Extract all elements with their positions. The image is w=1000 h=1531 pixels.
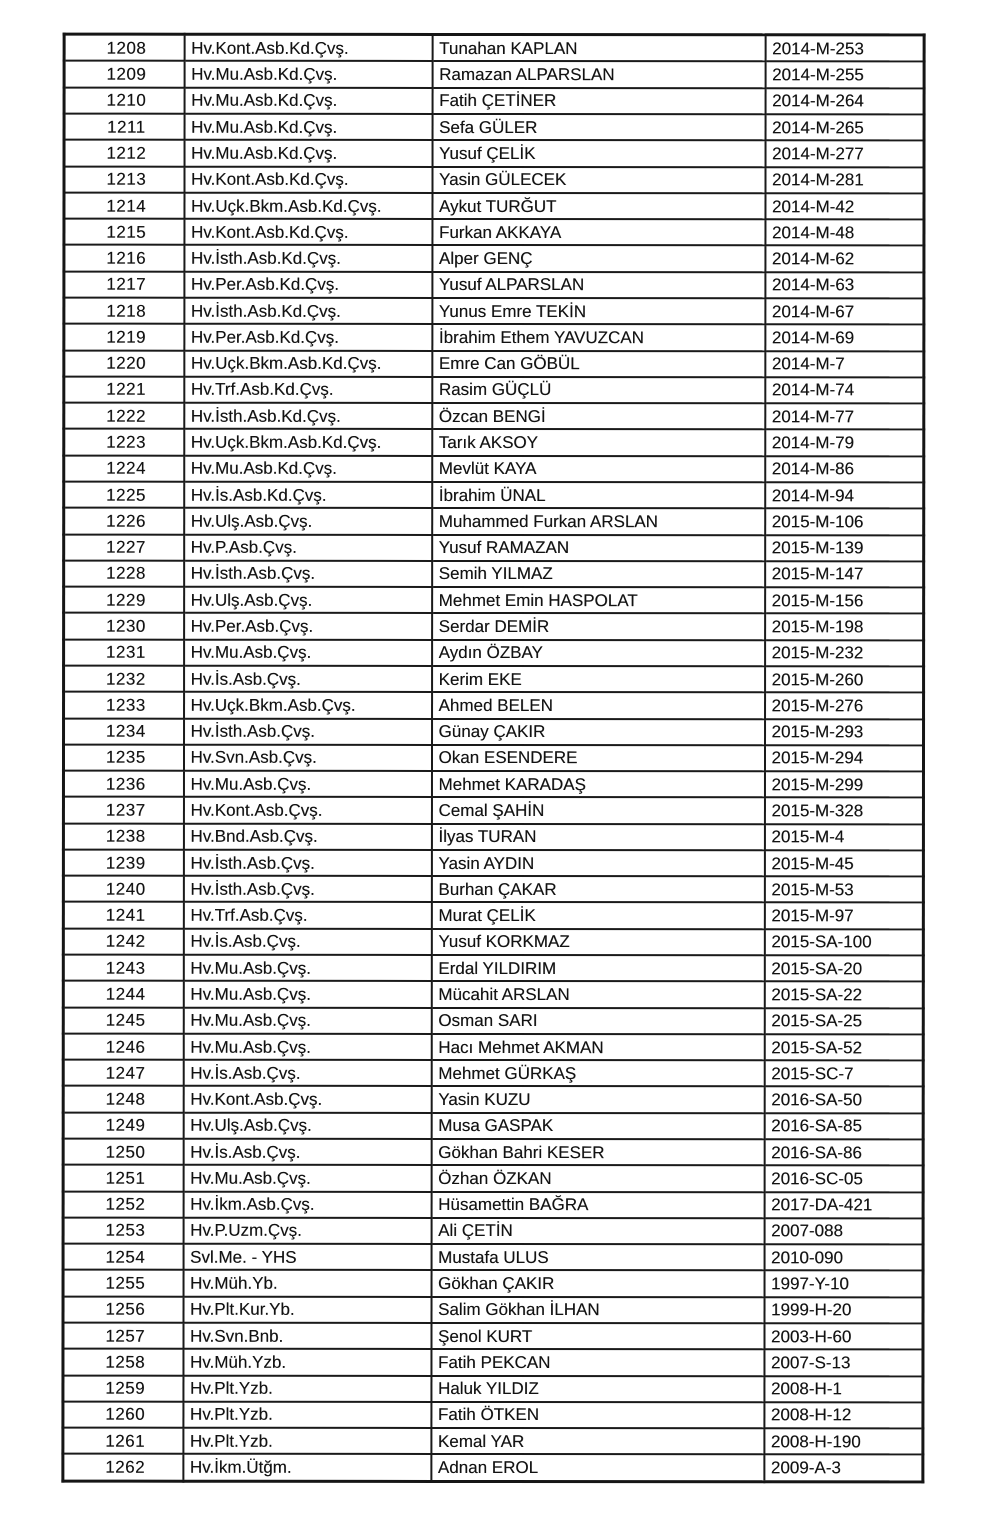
cell-no: 1229 — [64, 587, 184, 613]
cell-rank: Hv.Kont.Asb.Çvş. — [183, 1086, 431, 1112]
cell-name: Kerim EKE — [432, 666, 765, 693]
personnel-table — [61, 33, 925, 1484]
table-row — [63, 1296, 923, 1323]
table-row — [64, 376, 924, 403]
cell-no: 1210 — [64, 87, 184, 113]
cell-name: Semih YILMAZ — [432, 561, 765, 588]
cell-rank: Hv.İsth.Asb.Çvş. — [183, 850, 431, 876]
cell-registry: 2014-M-62 — [765, 246, 924, 272]
table-row — [63, 1428, 923, 1455]
cell-registry: 2015-M-139 — [765, 535, 924, 561]
cell-rank: Hv.Müh.Yb. — [183, 1270, 431, 1296]
cell-name: Yasin KUZU — [431, 1086, 764, 1113]
cell-rank: Hv.İkm.Ütğm. — [183, 1454, 431, 1481]
cell-registry: 2010-090 — [764, 1244, 923, 1270]
cell-registry: 2014-M-7 — [765, 351, 924, 377]
table-row — [63, 1217, 923, 1244]
cell-registry: 2015-SA-25 — [764, 1008, 923, 1034]
cell-rank: Hv.Bnd.Asb.Çvş. — [183, 823, 431, 849]
cell-registry: 2008-H-190 — [764, 1428, 923, 1454]
table-row — [63, 902, 923, 929]
cell-rank: Hv.Mu.Asb.Çvş. — [183, 1034, 431, 1060]
table-row — [64, 587, 924, 614]
cell-no: 1244 — [63, 981, 183, 1007]
cell-rank: Hv.P.Uzm.Çvş. — [183, 1218, 431, 1244]
cell-registry: 2014-M-277 — [765, 141, 924, 167]
cell-no: 1238 — [63, 823, 183, 849]
cell-rank: Hv.Trf.Asb.Kd.Çvş. — [184, 377, 432, 403]
cell-registry: 2014-M-255 — [765, 62, 924, 88]
cell-no: 1215 — [64, 219, 184, 245]
cell-rank: Hv.Ulş.Asb.Çvş. — [184, 508, 432, 534]
cell-registry: 2014-M-79 — [765, 430, 924, 456]
cell-rank: Hv.İsth.Asb.Çvş. — [183, 876, 431, 902]
cell-rank: Hv.İs.Asb.Kd.Çvş. — [184, 482, 432, 508]
cell-registry: 2015-M-97 — [764, 903, 923, 929]
table-row — [63, 1033, 923, 1060]
cell-rank: Hv.Ulş.Asb.Çvş. — [183, 1112, 431, 1138]
cell-name: Gökhan ÇAKIR — [431, 1270, 764, 1297]
cell-name: Erdal YILDIRIM — [431, 955, 764, 982]
cell-name: Hüsamettin BAĞRA — [431, 1192, 764, 1219]
cell-no: 1262 — [63, 1454, 183, 1481]
cell-registry: 2015-M-45 — [764, 850, 923, 876]
cell-registry: 2014-M-264 — [765, 88, 924, 114]
cell-rank: Hv.İsth.Asb.Çvş. — [184, 718, 432, 744]
cell-name: Fatih ÖTKEN — [431, 1402, 764, 1429]
cell-name: Yunus Emre TEKİN — [432, 298, 765, 325]
cell-no: 1219 — [64, 324, 184, 350]
cell-name: Ali ÇETİN — [431, 1218, 764, 1245]
cell-registry: 2014-M-42 — [765, 193, 924, 219]
cell-name: Adnan EROL — [431, 1454, 764, 1481]
cell-registry: 2015-M-232 — [765, 640, 924, 666]
table-row — [63, 876, 923, 903]
table-row — [63, 981, 923, 1008]
cell-registry: 2016-SA-86 — [764, 1139, 923, 1165]
cell-registry: 2015-M-106 — [765, 508, 924, 534]
table-row — [63, 1007, 923, 1034]
table-row — [63, 744, 923, 771]
cell-name: Yasin GÜLECEK — [432, 167, 765, 194]
table-row — [64, 87, 924, 114]
cell-registry: 2014-M-77 — [765, 403, 924, 429]
table-row — [64, 219, 924, 246]
table-row — [64, 429, 924, 456]
table-row — [64, 140, 924, 167]
table-row — [64, 350, 924, 377]
cell-name: Mehmet Emin HASPOLAT — [432, 587, 765, 614]
cell-name: Özcan BENGİ — [432, 403, 765, 430]
table-row — [63, 1191, 923, 1218]
table-row — [63, 1375, 923, 1402]
cell-no: 1259 — [63, 1375, 183, 1401]
cell-no: 1247 — [63, 1060, 183, 1086]
cell-no: 1251 — [63, 1165, 183, 1191]
cell-registry: 2003-H-60 — [764, 1323, 923, 1349]
cell-rank: Hv.Mu.Asb.Kd.Çvş. — [184, 61, 432, 87]
cell-no: 1212 — [64, 140, 184, 166]
cell-no: 1248 — [63, 1086, 183, 1112]
cell-registry: 1997-Y-10 — [764, 1271, 923, 1297]
cell-no: 1246 — [63, 1033, 183, 1059]
cell-name: Furkan AKKAYA — [432, 219, 765, 246]
cell-no: 1260 — [63, 1401, 183, 1427]
cell-rank: Hv.Svn.Asb.Çvş. — [183, 745, 431, 771]
cell-name: Musa GASPAK — [431, 1113, 764, 1140]
cell-name: Cemal ŞAHİN — [431, 797, 764, 824]
cell-no: 1211 — [64, 114, 184, 140]
cell-registry: 2014-M-86 — [765, 456, 924, 482]
cell-rank: Hv.İs.Asb.Çvş. — [184, 666, 432, 692]
cell-rank: Hv.Per.Asb.Çvş. — [184, 613, 432, 639]
cell-registry: 2015-M-294 — [764, 745, 923, 771]
cell-no: 1261 — [63, 1428, 183, 1454]
cell-rank: Hv.Mu.Asb.Kd.Çvş. — [184, 87, 432, 113]
cell-no: 1255 — [63, 1270, 183, 1296]
cell-registry: 2014-M-265 — [765, 114, 924, 140]
cell-registry: 2014-M-74 — [765, 377, 924, 403]
cell-name: Tarık AKSOY — [432, 429, 765, 456]
table-row — [64, 271, 924, 298]
table-row — [63, 1244, 923, 1271]
cell-rank: Hv.İsth.Asb.Kd.Çvş. — [184, 298, 432, 324]
table-row — [64, 166, 924, 193]
table-row — [64, 534, 924, 561]
cell-no: 1208 — [64, 34, 184, 61]
cell-registry: 2014-M-253 — [765, 35, 924, 62]
cell-rank: Hv.Plt.Kur.Yb. — [183, 1296, 431, 1322]
cell-name: Burhan ÇAKAR — [431, 876, 764, 903]
table-row — [63, 928, 923, 955]
table-row — [64, 560, 924, 587]
table-row — [63, 1401, 923, 1428]
cell-rank: Hv.Uçk.Bkm.Asb.Çvş. — [184, 692, 432, 718]
cell-rank: Hv.Uçk.Bkm.Asb.Kd.Çvş. — [184, 193, 432, 219]
cell-name: Ahmed BELEN — [432, 692, 765, 719]
table-row — [63, 823, 923, 850]
cell-registry: 2016-SC-05 — [764, 1166, 923, 1192]
table-row — [63, 955, 923, 982]
cell-registry: 2008-H-1 — [764, 1376, 923, 1402]
cell-registry: 2015-M-328 — [764, 798, 923, 824]
cell-no: 1213 — [64, 166, 184, 192]
table-row — [64, 403, 924, 430]
cell-name: Okan ESENDERE — [431, 745, 764, 772]
cell-no: 1250 — [63, 1139, 183, 1165]
cell-rank: Hv.Mu.Asb.Çvş. — [183, 1007, 431, 1033]
cell-name: Mevlüt KAYA — [432, 456, 765, 483]
cell-no: 1231 — [64, 639, 184, 665]
cell-no: 1225 — [64, 482, 184, 508]
cell-registry: 2016-SA-50 — [764, 1087, 923, 1113]
cell-name: Mücahit ARSLAN — [431, 981, 764, 1008]
cell-no: 1216 — [64, 245, 184, 271]
cell-rank: Hv.Müh.Yzb. — [183, 1349, 431, 1375]
cell-rank: Hv.Uçk.Bkm.Asb.Kd.Çvş. — [184, 350, 432, 376]
table-row — [64, 324, 924, 351]
cell-rank: Hv.İs.Asb.Çvş. — [183, 1139, 431, 1165]
cell-name: Alper GENÇ — [432, 245, 765, 272]
cell-name: Kemal YAR — [431, 1428, 764, 1455]
table-row — [63, 1060, 923, 1087]
cell-no: 1223 — [64, 429, 184, 455]
cell-registry: 2014-M-94 — [765, 482, 924, 508]
cell-registry: 2015-SA-20 — [764, 955, 923, 981]
cell-rank: Hv.Per.Asb.Kd.Çvş. — [184, 271, 432, 297]
table-row — [63, 1349, 923, 1376]
cell-registry: 2014-M-281 — [765, 167, 924, 193]
table-row — [64, 639, 924, 666]
table-row — [64, 455, 924, 482]
cell-rank: Hv.İs.Asb.Çvş. — [183, 1060, 431, 1086]
cell-rank: Hv.Plt.Yzb. — [183, 1428, 431, 1454]
table-row — [64, 61, 924, 88]
cell-no: 1243 — [63, 955, 183, 981]
table-row — [64, 34, 924, 62]
cell-registry: 2015-M-4 — [764, 824, 923, 850]
cell-no: 1249 — [63, 1112, 183, 1138]
cell-name: Özhan ÖZKAN — [431, 1165, 764, 1192]
table-row — [64, 482, 924, 509]
cell-rank: Hv.Uçk.Bkm.Asb.Kd.Çvş. — [184, 429, 432, 455]
cell-registry: 1999-H-20 — [764, 1297, 923, 1323]
cell-name: Fatih PEKCAN — [431, 1349, 764, 1376]
personnel-table-body — [63, 34, 924, 1482]
cell-name: Günay ÇAKIR — [432, 718, 765, 745]
cell-name: Yusuf ALPARSLAN — [432, 272, 765, 299]
cell-rank: Hv.Svn.Bnb. — [183, 1323, 431, 1349]
cell-name: Mustafa ULUS — [431, 1244, 764, 1271]
cell-name: Murat ÇELİK — [431, 902, 764, 929]
cell-name: Şenol KURT — [431, 1323, 764, 1350]
cell-no: 1220 — [64, 350, 184, 376]
cell-registry: 2015-M-299 — [764, 771, 923, 797]
cell-rank: Hv.Mu.Asb.Çvş. — [183, 955, 431, 981]
table-row — [63, 1139, 923, 1166]
cell-rank: Hv.Mu.Asb.Çvş. — [184, 639, 432, 665]
cell-no: 1221 — [64, 376, 184, 402]
cell-rank: Hv.İsth.Asb.Çvş. — [184, 561, 432, 587]
cell-no: 1257 — [63, 1323, 183, 1349]
cell-no: 1239 — [63, 850, 183, 876]
cell-no: 1226 — [64, 508, 184, 534]
cell-name: Yusuf RAMAZAN — [432, 534, 765, 561]
cell-rank: Hv.İs.Asb.Çvş. — [183, 928, 431, 954]
table-row — [63, 1112, 923, 1139]
cell-registry: 2008-H-12 — [764, 1402, 923, 1428]
cell-name: Emre Can GÖBÜL — [432, 351, 765, 378]
cell-name: Osman SARI — [431, 1008, 764, 1035]
cell-name: Mehmet KARADAŞ — [431, 771, 764, 798]
cell-name: Aykut TURĞUT — [432, 193, 765, 220]
cell-registry: 2015-M-276 — [765, 692, 924, 718]
cell-no: 1222 — [64, 403, 184, 429]
cell-rank: Hv.Kont.Asb.Kd.Çvş. — [184, 34, 432, 61]
cell-no: 1236 — [63, 771, 183, 797]
table-row — [64, 666, 924, 693]
cell-registry: 2014-M-63 — [765, 272, 924, 298]
cell-name: Muhammed Furkan ARSLAN — [432, 508, 765, 535]
cell-no: 1254 — [63, 1244, 183, 1270]
cell-name: İbrahim Ethem YAVUZCAN — [432, 324, 765, 351]
cell-no: 1237 — [63, 797, 183, 823]
cell-no: 1228 — [64, 560, 184, 586]
cell-registry: 2015-M-156 — [765, 587, 924, 613]
cell-name: Yasin AYDIN — [431, 850, 764, 877]
cell-rank: Hv.P.Asb.Çvş. — [184, 534, 432, 560]
cell-registry: 2015-SA-100 — [764, 929, 923, 955]
cell-registry: 2015-SC-7 — [764, 1060, 923, 1086]
table-row — [63, 1323, 923, 1350]
cell-name: Fatih ÇETİNER — [432, 88, 765, 115]
cell-name: Sefa GÜLER — [432, 114, 765, 141]
cell-registry: 2009-A-3 — [764, 1455, 923, 1482]
table-row — [64, 298, 924, 325]
cell-registry: 2014-M-48 — [765, 219, 924, 245]
cell-no: 1240 — [63, 876, 183, 902]
cell-name: Yusuf KORKMAZ — [431, 929, 764, 956]
cell-rank: Hv.Plt.Yzb. — [183, 1402, 431, 1428]
cell-no: 1233 — [64, 692, 184, 718]
cell-rank: Hv.Kont.Asb.Çvş. — [183, 797, 431, 823]
cell-rank: Svl.Me. - YHS — [183, 1244, 431, 1270]
cell-no: 1214 — [64, 192, 184, 218]
cell-registry: 2015-M-147 — [765, 561, 924, 587]
cell-name: İbrahim ÜNAL — [432, 482, 765, 509]
cell-registry: 2015-SA-22 — [764, 982, 923, 1008]
cell-no: 1227 — [64, 534, 184, 560]
table-row — [64, 245, 924, 272]
cell-registry: 2007-088 — [764, 1218, 923, 1244]
cell-name: Yusuf ÇELİK — [432, 140, 765, 167]
table-row — [63, 1270, 923, 1297]
cell-registry: 2007-S-13 — [764, 1349, 923, 1375]
cell-name: Salim Gökhan İLHAN — [431, 1297, 764, 1324]
cell-no: 1253 — [63, 1217, 183, 1243]
cell-no: 1224 — [64, 455, 184, 481]
cell-rank: Hv.Mu.Asb.Çvş. — [183, 1165, 431, 1191]
table-row — [64, 114, 924, 141]
cell-no: 1218 — [64, 298, 184, 324]
cell-no: 1232 — [64, 666, 184, 692]
cell-name: Hacı Mehmet AKMAN — [431, 1034, 764, 1061]
cell-no: 1234 — [64, 718, 184, 744]
cell-name: Haluk YILDIZ — [431, 1375, 764, 1402]
table-row — [63, 771, 923, 798]
table-row — [63, 1086, 923, 1113]
cell-registry: 2015-SA-52 — [764, 1034, 923, 1060]
cell-registry: 2014-M-67 — [765, 298, 924, 324]
cell-rank: Hv.Mu.Asb.Çvş. — [183, 981, 431, 1007]
cell-rank: Hv.Trf.Asb.Çvş. — [183, 902, 431, 928]
cell-registry: 2015-M-293 — [765, 719, 924, 745]
cell-name: Rasim GÜÇLÜ — [432, 377, 765, 404]
cell-name: Aydın ÖZBAY — [432, 640, 765, 667]
cell-no: 1252 — [63, 1191, 183, 1217]
cell-rank: Hv.Plt.Yzb. — [183, 1375, 431, 1401]
cell-registry: 2017-DA-421 — [764, 1192, 923, 1218]
cell-name: Ramazan ALPARSLAN — [432, 61, 765, 88]
cell-registry: 2016-SA-85 — [764, 1113, 923, 1139]
cell-registry: 2015-M-260 — [765, 666, 924, 692]
cell-rank: Hv.Mu.Asb.Kd.Çvş. — [184, 114, 432, 140]
table-row — [63, 1165, 923, 1192]
table-row — [63, 797, 923, 824]
cell-no: 1209 — [64, 61, 184, 87]
cell-registry: 2015-M-198 — [765, 614, 924, 640]
cell-no: 1258 — [63, 1349, 183, 1375]
cell-rank: Hv.Kont.Asb.Kd.Çvş. — [184, 166, 432, 192]
cell-rank: Hv.İsth.Asb.Kd.Çvş. — [184, 245, 432, 271]
cell-registry: 2014-M-69 — [765, 325, 924, 351]
cell-no: 1241 — [63, 902, 183, 928]
table-row — [64, 192, 924, 219]
cell-no: 1256 — [63, 1296, 183, 1322]
cell-rank: Hv.Mu.Asb.Çvş. — [183, 771, 431, 797]
cell-no: 1217 — [64, 271, 184, 297]
cell-name: Tunahan KAPLAN — [432, 34, 765, 61]
cell-rank: Hv.İkm.Asb.Çvş. — [183, 1191, 431, 1217]
table-row — [63, 1454, 923, 1482]
cell-rank: Hv.Mu.Asb.Kd.Çvş. — [184, 455, 432, 481]
table-row — [64, 508, 924, 535]
cell-registry: 2015-M-53 — [764, 876, 923, 902]
cell-rank: Hv.Kont.Asb.Kd.Çvş. — [184, 219, 432, 245]
table-row — [64, 718, 924, 745]
cell-no: 1230 — [64, 613, 184, 639]
cell-name: Serdar DEMİR — [432, 613, 765, 640]
cell-no: 1242 — [63, 928, 183, 954]
cell-rank: Hv.İsth.Asb.Kd.Çvş. — [184, 403, 432, 429]
cell-rank: Hv.Mu.Asb.Kd.Çvş. — [184, 140, 432, 166]
table-row — [64, 692, 924, 719]
table-row — [63, 850, 923, 877]
cell-name: Mehmet GÜRKAŞ — [431, 1060, 764, 1087]
cell-no: 1235 — [63, 744, 183, 770]
cell-rank: Hv.Ulş.Asb.Çvş. — [184, 587, 432, 613]
table-row — [64, 613, 924, 640]
cell-name: İlyas TURAN — [431, 824, 764, 851]
cell-rank: Hv.Per.Asb.Kd.Çvş. — [184, 324, 432, 350]
cell-no: 1245 — [63, 1007, 183, 1033]
cell-name: Gökhan Bahri KESER — [431, 1139, 764, 1166]
